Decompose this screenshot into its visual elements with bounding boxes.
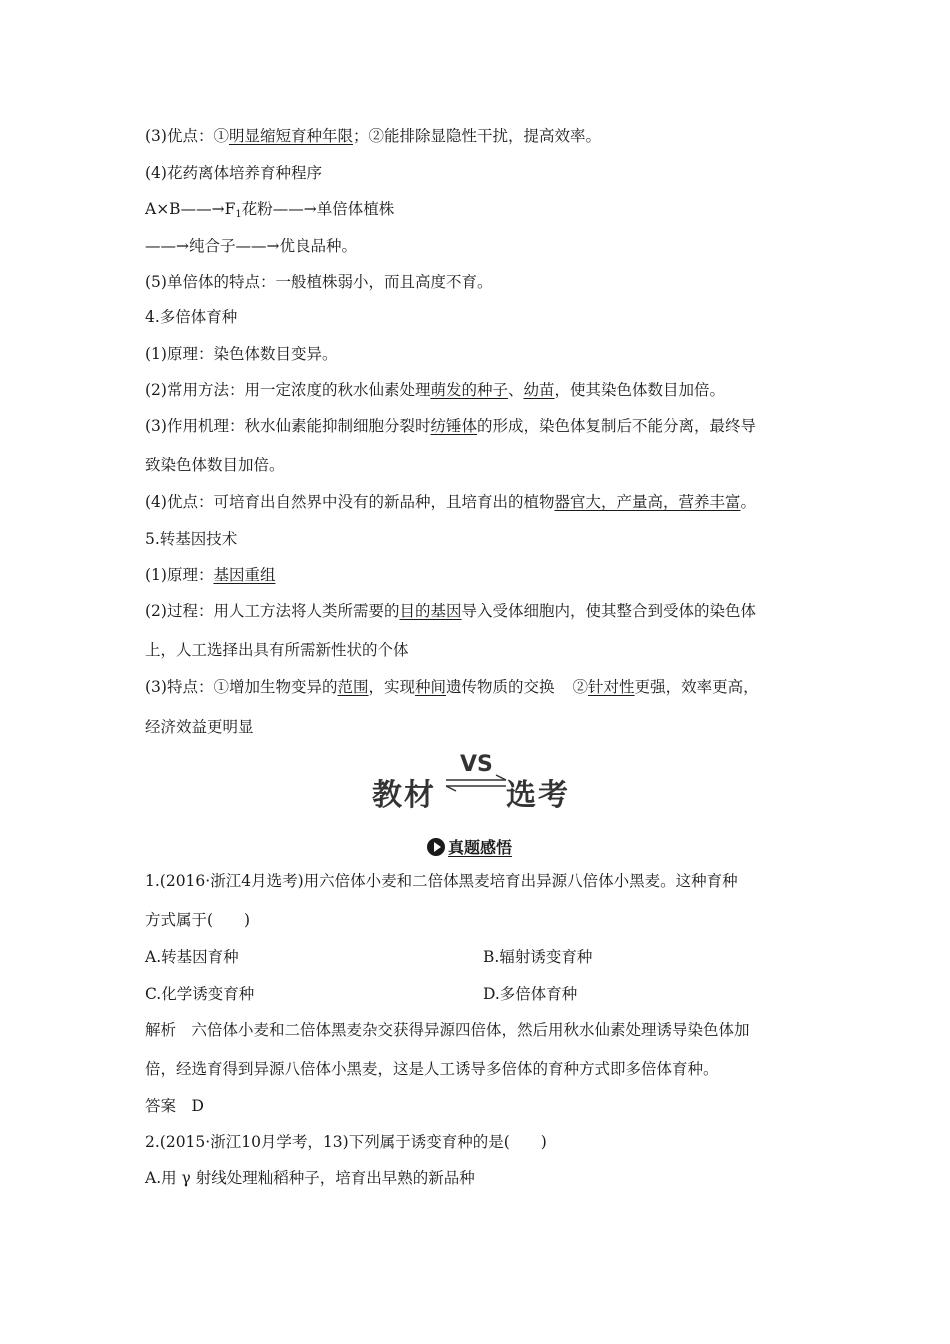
- polyploid-principle: (1)原理：染色体数目变异。: [145, 345, 338, 363]
- section-title: 真题感悟: [427, 835, 512, 858]
- transgenic-process: (2)过程：用人工方法将人类所需要的目的基因导入受体细胞内，使其整合到受体的染色体: [145, 602, 756, 620]
- underlined-answer: 种间: [415, 678, 447, 696]
- analysis-cont: 倍，经选育得到异源八倍体小黑麦，这是人工诱导多倍体的育种方式即多倍体育种。: [145, 1060, 719, 1078]
- banner-left-label: 教材: [372, 778, 436, 813]
- arrow-icon: ——→: [235, 237, 280, 255]
- banner-right-label: 选考: [506, 778, 570, 813]
- analysis: 解析 六倍体小麦和二倍体黑麦杂交获得异源四倍体，然后用秋水仙素处理诱导染色体加: [145, 1021, 750, 1039]
- question-2-option-a: A.用 γ 射线处理籼稻种子，培育出早熟的新品种: [145, 1169, 475, 1187]
- option-a: A.转基因育种: [145, 948, 239, 966]
- transgenic-process-cont: 上，人工选择出具有所需新性状的个体: [145, 641, 409, 659]
- polyploid-mechanism-cont: 致染色体数目加倍。: [145, 456, 285, 474]
- underlined-answer: 目的基因: [399, 602, 462, 620]
- heading-transgenic: 5.转基因技术: [145, 530, 238, 548]
- question-1-stem: 1.(2016·浙江4月选考)用六倍体小麦和二倍体黑麦培育出异源八倍体小黑麦。这种育种: [145, 872, 738, 890]
- procedure-heading: (4)花药离体培养育种程序: [145, 164, 322, 182]
- arrow-icon: ——→: [272, 200, 317, 218]
- underlined-answer: 萌发的种子: [430, 381, 508, 399]
- play-icon: [427, 838, 445, 856]
- underlined-answer: 基因重组: [213, 566, 276, 584]
- question-1-stem-cont: 方式属于( ): [145, 911, 251, 929]
- arrow-icon: ——→: [145, 237, 189, 255]
- banner-vs-label: VS: [460, 752, 493, 777]
- transgenic-principle: (1)原理：基因重组: [145, 566, 276, 584]
- flow-line-1: $A\times B——\to F_1$花粉——→单倍体植株: [145, 200, 395, 220]
- option-b: B.辐射诱变育种: [483, 948, 593, 966]
- advantages-item-3: (3)优点：①明显缩短育种年限；②能排除显隐性干扰，提高效率。: [145, 127, 601, 145]
- textbook-vs-exam-banner: [372, 752, 582, 813]
- underlined-answer: 针对性: [588, 678, 635, 696]
- option-d: D.多倍体育种: [483, 985, 578, 1003]
- underlined-answer: 纺锤体: [430, 417, 477, 435]
- heading-polyploid-breeding: 4.多倍体育种: [145, 308, 238, 326]
- polyploid-mechanism: (3)作用机理：秋水仙素能抑制细胞分裂时纺锤体的形成，染色体复制后不能分离，最终导: [145, 417, 756, 435]
- underlined-answer: 器官大，产量高，营养丰富: [554, 493, 741, 511]
- option-c: C.化学诱变育种: [145, 985, 255, 1003]
- flow-line-2: ——→纯合子——→优良品种。: [145, 237, 358, 255]
- transgenic-features-cont: 经济效益更明显: [145, 718, 254, 736]
- underlined-answer: 范围: [337, 678, 369, 696]
- underlined-answer: 幼苗: [523, 381, 555, 399]
- polyploid-advantages: (4)优点：可培育出自然界中没有的新品种，且培育出的植物器官大，产量高，营养丰富。: [145, 493, 756, 511]
- answer: 答案 D: [145, 1097, 204, 1115]
- question-2-stem: 2.(2015·浙江10月学考，13)下列属于诱变育种的是( ): [145, 1133, 547, 1151]
- haploid-features: (5)单倍体的特点：一般植株弱小，而且高度不育。: [145, 273, 493, 291]
- arrow-icon: ——→: [180, 200, 225, 218]
- transgenic-features: (3)特点：①增加生物变异的范围，实现种间遗传物质的交换 ②针对性更强，效率更高，: [145, 678, 759, 696]
- underlined-answer: 明显缩短育种年限: [228, 127, 353, 145]
- double-arrow-icon: [442, 774, 510, 792]
- polyploid-method: (2)常用方法：用一定浓度的秋水仙素处理萌发的种子、幼苗，使其染色体数目加倍。: [145, 381, 726, 399]
